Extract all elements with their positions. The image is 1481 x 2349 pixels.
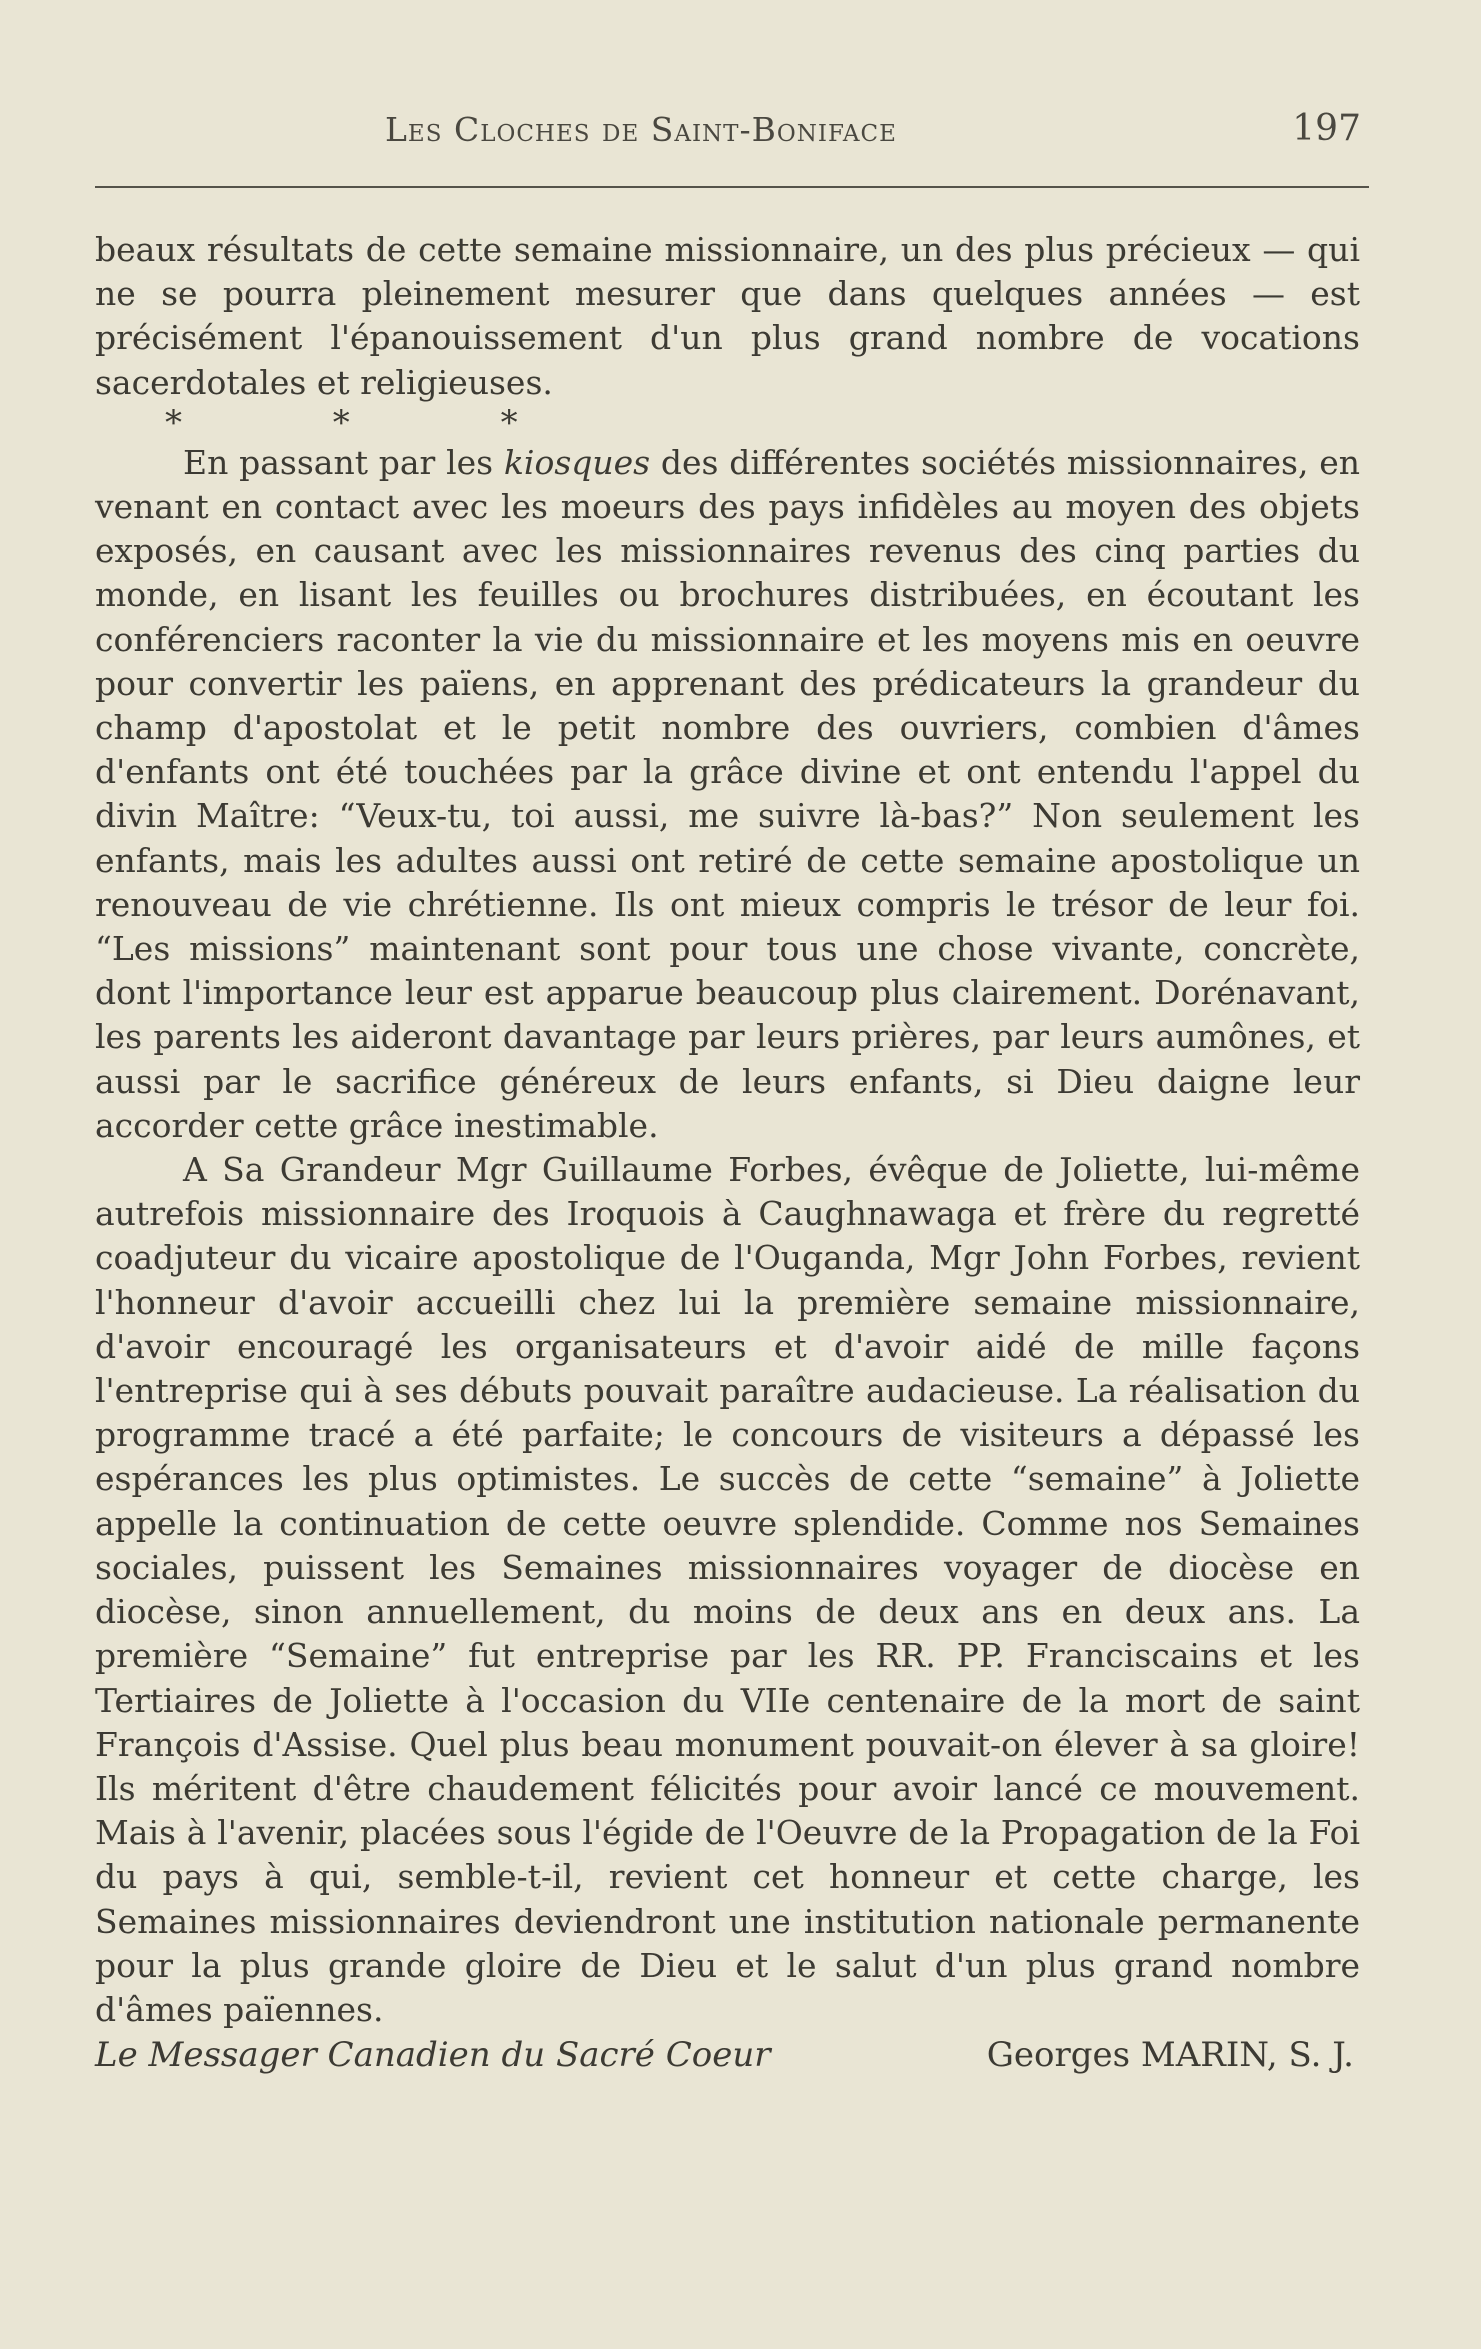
source-publication: Le Messager Canadien du Sacré Coeur [95,2035,771,2076]
article-body [95,228,1360,2078]
page-header [95,110,1361,170]
page-number: 197 [1292,108,1361,149]
paragraph-missions-start: En passant par les [183,442,504,482]
section-separator: * * * [165,402,588,443]
paragraph-forbes: A Sa Grandeur Mgr Guillaume Forbes, évêque de Joliette, lui-même autrefois missionnaire des Iroquois à Caughnawaga et frère du regretté coadjuteur du vicaire apostolique de l'Ouganda, Mgr John Forbes, revient l'honneur d'avoir accueilli chez lui la première semaine missionnaire, d'avoir encouragé les organisateurs et d'avoir aidé de mille façons l'entreprise qui à ses débuts pouvait paraître audacieuse. La réalisation du programme tracé a été parfaite; le concours de visiteurs a dépassé les espérances les plus optimistes. Le succès de cette “semaine” à Joliette appelle la continuation de cette oeuvre splendide. Comme nos Semaines sociales, puissent les Semaines missionnaires voyager de diocèse en diocèse, sinon annuellement, du moins de deux ans en deux ans. La première “Semaine” fut entreprise par les RR. PP. Franciscains et les Tertiaires de Joliette à l'occasion du VIIe centenaire de la mort de saint François d'Assise. Quel plus beau monument pouvait-on élever à sa gloire! Ils méritent d'être chaudement félicités pour avoir lancé ce mouvement. Mais à l'avenir, placées sous l'égide de l'Oeuvre de la Propagation de la Foi du pays à qui, semble-t-il, revient cet honneur et cette charge, les Semaines missionnaires deviendront une institution nationale permanente pour la plus grande gloire de Dieu et le salut d'un plus grand nombre d'âmes païennes. [95,1150,1360,2029]
author-name: Georges MARIN, S. J. [986,2035,1354,2076]
header-rule [95,186,1369,188]
paragraph-missions [95,441,1360,1148]
running-title: Les Cloches de Saint-Boniface [385,110,897,149]
paragraph-missions-rest: des différentes sociétés missionnaires, en venant en contact avec les moeurs des pays infidèles au moyen des objets exposés, en causant avec les missionnaires revenus des cinq parties du monde, en lisant les feuilles ou brochures distribuées, en écoutant les conférenciers raconter la vie du missionnaire et les moyens mis en oeuvre pour convertir les païens, en apprenant des prédicateurs la grandeur du champ d'apostolat et le petit nombre des ouvriers, combien d'âmes d'enfants ont été touchées par la grâce divine et ont entendu l'appel du divin Maître: “Veux-tu, toi aussi, me suivre là-bas?” Non seulement les enfants, mais les adultes aussi ont retiré de cette semaine apostolique un renouveau de vie chrétienne. Ils ont mieux compris le trésor de leur foi. “Les missions” maintenant sont pour tous une chose vivante, concrète, dont l'importance leur est apparue beaucoup plus clairement. Dorénavant, les parents les aideront davantage par leurs prières, par leurs aumônes, et aussi par le sacrifice généreux de leurs enfants, si Dieu daigne leur accorder cette grâce inestimable. [95,442,1360,1145]
kiosques-term: kiosques [503,442,651,482]
paragraph-continuation: beaux résultats de cette semaine missionnaire, un des plus précieux — qui ne se pourra pleinement mesurer que dans quelques années — est précisément l'épanouissement d'un plus grand nombre de vocations sacerdotales et religieuses. [95,230,1360,402]
signature-line [95,2032,1360,2078]
